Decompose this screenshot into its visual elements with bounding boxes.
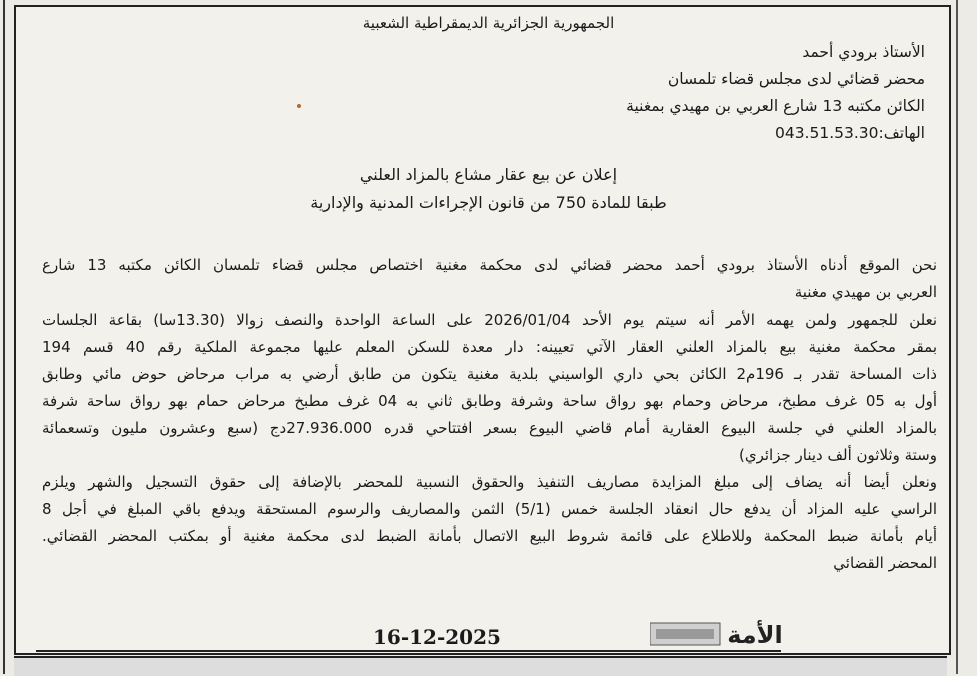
body-line: نحن الموقع أدناه الأستاذ برودي أحمد محضر قضائي لدى محكمة مغنية اختصاص مجلس قضاء تلمسان الكائن مكتبه 13 شارع xyxy=(42,256,937,274)
body-line: نعلن للجمهور ولمن يهمه الأمر أنه سيتم يوم الأحد 2026/01/04 على الساعة الواحدة والنصف زوالا (13.30سا) بقاعة الجلسات xyxy=(42,311,937,329)
body-line: ونعلن أيضا أنه يضاف إلى مبلغ المزايدة مصاريف التنفيذ والحقوق النسبية للمحضر بالإضافة إلى حقوق التسجيل والشهر ويلزم xyxy=(42,473,937,491)
signature-line: المحضر القضائي xyxy=(833,554,937,572)
ink-speck xyxy=(297,104,301,108)
republic-heading: الجمهورية الجزائرية الديمقراطية الشعبية xyxy=(362,14,615,32)
newspaper-logo xyxy=(650,617,785,651)
office-address: الكائن مكتبه 13 شارع العربي بن مهيدي بمغنية xyxy=(626,97,925,115)
next-notice-strip xyxy=(14,656,947,676)
body-line: بمقر محكمة مغنية بيع بالمزاد العلني العقار الآتي تعيينه: دار معدة للسكن المعلم عليها مجموعة الملكية رقم 40 قسم 194 xyxy=(42,338,937,356)
page-right-rule xyxy=(956,0,958,674)
announcement-title: إعلان عن بيع عقار مشاع بالمزاد العلني xyxy=(359,165,618,184)
body-line: الراسي عليه المزاد أن يدفع حال انعقاد الجلسة خمس (5/1) الثمن والمصاريف والرسوم المستحقة ويدفع باقي المبلغ في أجل 8 xyxy=(42,500,937,518)
bailiff-title: محضر قضائي لدى مجلس قضاء تلمسان xyxy=(667,70,925,88)
logo-text: الأمة xyxy=(727,621,783,649)
body-line: وستة وثلاثون ألف دينار جزائري) xyxy=(739,446,937,464)
bailiff-name: الأستاذ برودي أحمد xyxy=(802,43,925,61)
announcement-subtitle: طبقا للمادة 750 من قانون الإجراءات المدنية والإدارية xyxy=(310,193,667,212)
footer-rule xyxy=(36,650,781,652)
body-line: أول به 05 غرف مطبخ، مرحاض وحمام بهو رواق ساحة وشرفة وطابق ثاني به 04 غرف مطبخ مرحاض حمام بهو رواق ساحة شرفة xyxy=(42,392,937,410)
body-line: أيام بأمانة ضبط المحكمة وللاطلاع على قائمة شروط البيع الاتصال بأمانة الضبط لدى محكمة مغنية أو بمكتب المحضر القضائي. xyxy=(42,527,937,545)
body-line: بالمزاد العلني في جلسة البيوع العقارية أمام قاضي البيوع بسعر افتتاحي قدره 27.936.000دج (سبع وعشرون مليون وتسعمائة xyxy=(42,419,938,437)
office-phone: الهاتف:043.51.53.30 xyxy=(774,124,925,142)
publication-date: 16-12-2025 xyxy=(373,625,501,649)
page-left-rule xyxy=(3,0,5,674)
body-line: العربي بن مهيدي مغنية xyxy=(794,283,937,301)
body-line: ذات المساحة تقدر بـ 196م2 الكائن بحي داري الواسيني بلدية مغنية يتكون من طابق أرضي به مراب مرحاض حوض مائي وطابق xyxy=(42,365,937,383)
